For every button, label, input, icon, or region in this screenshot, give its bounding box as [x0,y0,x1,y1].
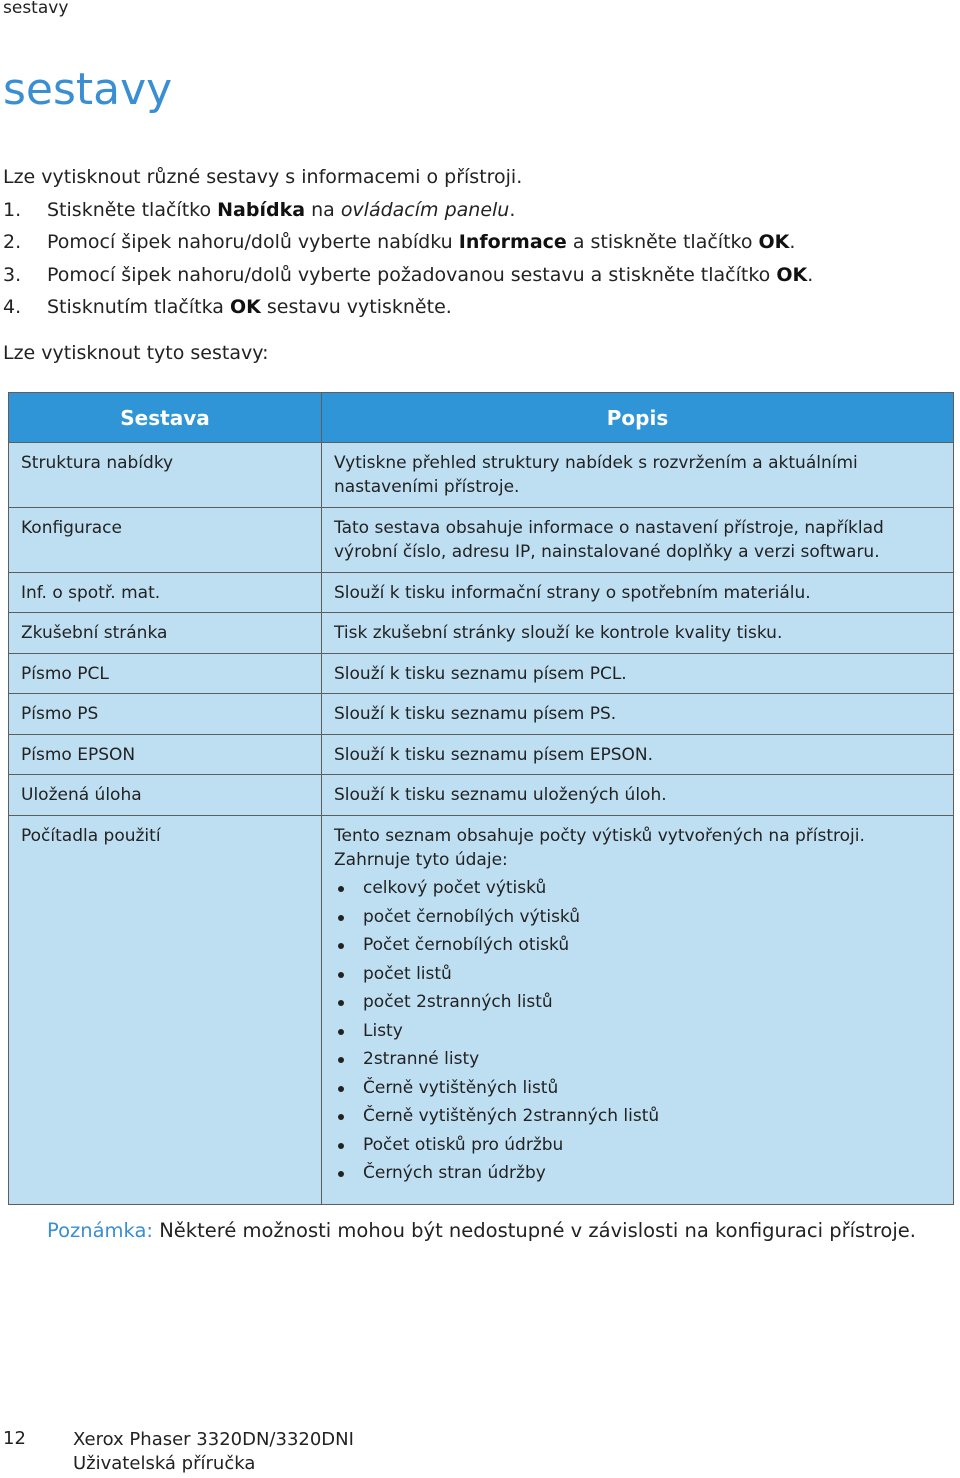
step-text: Pomocí šipek nahoru/dolů vyberte nabídku Informace a stiskněte tlačítko OK. [47,231,796,254]
list-item: Černě vytištěných listů [334,1076,941,1105]
usage-list [334,876,941,1190]
steps-list [3,198,813,328]
report-description: Slouží k tisku seznamu uložených úloh. [322,775,954,816]
list-item: Černě vytištěných 2stranných listů [334,1104,941,1133]
report-description: Slouží k tisku seznamu písem PS. [322,694,954,735]
step-text: Pomocí šipek nahoru/dolů vyberte požadovanou sestavu a stiskněte tlačítko OK. [47,263,814,286]
table-row [9,775,954,816]
note-label: Poznámka: [47,1219,154,1242]
table-row [9,508,954,573]
table-row [9,694,954,735]
list-item: počet listů [334,962,941,991]
report-description: Tisk zkušební stránky slouží ke kontrole kvality tisku. [322,613,954,654]
note [47,1218,916,1244]
report-name: Inf. o spotř. mat. [9,573,322,613]
step-number: 3. [3,263,22,286]
report-description: Vytiskne přehled struktury nabídek s rozvržením a aktuálními nastaveními přístroje. [322,443,954,508]
product-name: Xerox Phaser 3320DN/3320DNI [73,1429,354,1450]
list-item: počet černobílých výtisků [334,905,941,934]
list-item: Počet otisků pro údržbu [334,1133,941,1162]
step-number: 2. [3,231,22,254]
report-description: Slouží k tisku seznamu písem EPSON. [322,735,954,775]
note-text: Některé možnosti mohou být nedostupné v závislosti na konfiguraci přístroje. [153,1219,916,1242]
report-name: Počítadla použití [9,816,322,1205]
step-text: Stiskněte tlačítko Nabídka na ovládacím panelu. [47,199,516,221]
table-header-row [9,393,954,443]
table-row [9,443,954,508]
step-item [3,198,813,230]
intro-text: Lze vytisknout různé sestavy s informacemi o přístroji. [3,166,523,188]
report-name: Konfigurace [9,508,322,573]
step-text: Stisknutím tlačítka OK sestavu vytiskněte. [47,296,452,319]
table-row [9,613,954,654]
report-description: Slouží k tisku seznamu písem PCL. [322,654,954,694]
column-header-report: Sestava [9,393,322,443]
step-item [3,263,813,295]
list-item: počet 2stranných listů [334,990,941,1019]
list-item: celkový počet výtisků [334,876,941,905]
page-title: sestavy [3,64,173,115]
report-name: Písmo PS [9,694,322,735]
step-number: 4. [3,296,22,319]
list-item: 2stranné listy [334,1047,941,1076]
page-number: 12 [3,1428,26,1449]
step-number: 1. [3,199,22,221]
reports-table [8,392,954,1205]
list-item: Černých stran údržby [334,1161,941,1190]
report-description [322,816,954,1205]
table-row [9,735,954,775]
report-description: Tato sestava obsahuje informace o nastavení přístroje, například výrobní číslo, adresu IP, nainstalované doplňky a verzi softwaru. [322,508,954,573]
usage-description: Tento seznam obsahuje počty výtisků vytvořených na přístroji. Zahrnuje tyto údaje: [334,826,865,870]
report-name: Zkušební stránka [9,613,322,654]
step-item [3,230,813,262]
running-header: sestavy [3,0,69,18]
table-row [9,816,954,1205]
table-row [9,654,954,694]
table-lead: Lze vytisknout tyto sestavy: [3,342,269,364]
column-header-description: Popis [322,393,954,443]
footer-product [73,1428,354,1476]
report-name: Uložená úloha [9,775,322,816]
list-item: Listy [334,1019,941,1048]
list-item: Počet černobílých otisků [334,933,941,962]
guide-name: Uživatelská příručka [73,1453,256,1474]
report-name: Písmo PCL [9,654,322,694]
report-description: Slouží k tisku informační strany o spotřebním materiálu. [322,573,954,613]
report-name: Struktura nabídky [9,443,322,508]
step-item [3,295,813,327]
table-row [9,573,954,613]
report-name: Písmo EPSON [9,735,322,775]
